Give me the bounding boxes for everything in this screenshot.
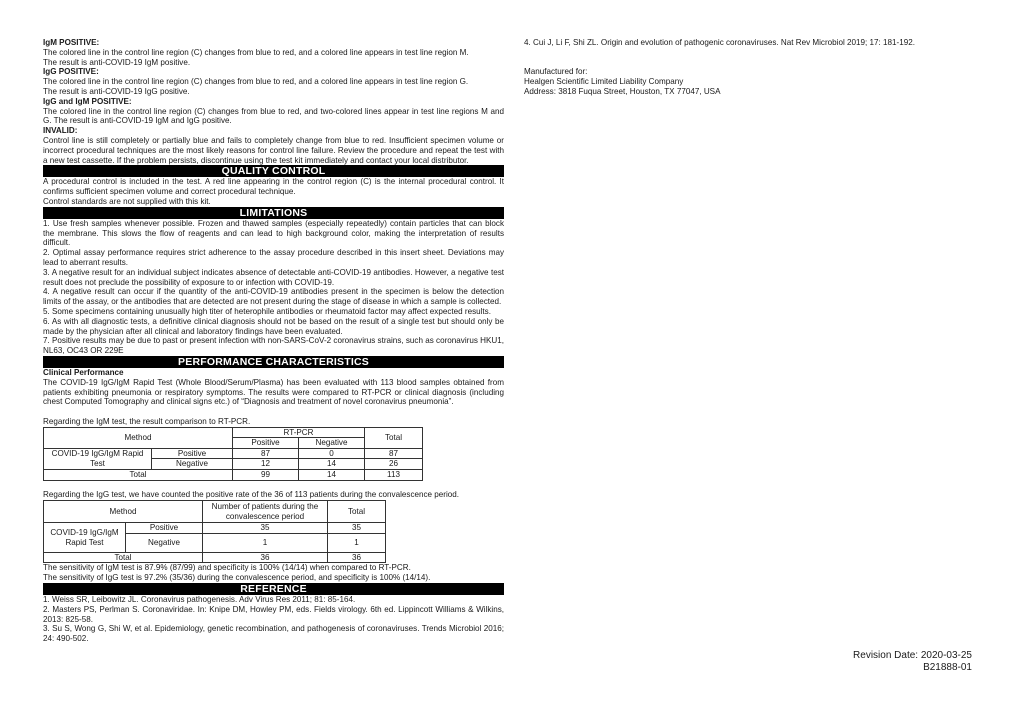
table-header-rtpcr: RT-PCR bbox=[233, 427, 365, 438]
table-cell: 113 bbox=[365, 470, 423, 481]
table-cell: 14 bbox=[299, 459, 365, 470]
manufacturer-address: Address: 3818 Fuqua Street, Houston, TX 77047, USA bbox=[524, 86, 721, 96]
table-header-patients: Number of patients during the convalescence period bbox=[203, 501, 328, 523]
quality-control-heading: QUALITY CONTROL bbox=[43, 165, 504, 177]
table-cell: 87 bbox=[365, 448, 423, 459]
quality-control-para1: A procedural control is included in the test. A red line appearing in the control region (C) is the internal procedural control. It confirms sufficient specimen volume and correct procedural technique. bbox=[43, 177, 504, 197]
revision-code: B21888-01 bbox=[923, 661, 972, 673]
table-cell: 36 bbox=[203, 552, 328, 563]
table-cell: 1 bbox=[203, 533, 328, 552]
igg-results-table bbox=[43, 500, 386, 563]
limitation-item: 3. A negative result for an individual subject indicates absence of detectable anti-COVID-19 antibodies. However, a negative test result does not preclude the possibility of exposure to or infection with COVID-19. bbox=[43, 267, 504, 287]
table-row-label: Positive bbox=[126, 523, 203, 534]
table-cell: 36 bbox=[328, 552, 386, 563]
table-cell: 26 bbox=[365, 459, 423, 470]
table-test-name: COVID-19 IgG/IgM Rapid Test bbox=[44, 448, 152, 469]
reference-item: 3. Su S, Wong G, Shi W, et al. Epidemiology, genetic recombination, and pathogenesis of coronaviruses. Trends Microbiol 2016; 24: 490-502. bbox=[43, 624, 504, 644]
quality-control-para2: Control standards are not supplied with this kit. bbox=[43, 196, 211, 206]
igm-positive-line1: The colored line in the control line region (C) changes from blue to red, and a colored line appears in test line region M. bbox=[43, 47, 469, 57]
table-cell: 35 bbox=[203, 523, 328, 534]
limitation-item: 7. Positive results may be due to past or present infection with non-SARS-CoV-2 coronavirus strains, such as coronavirus HKU1, NL63, OC43 OR 229E bbox=[43, 336, 504, 356]
table-test-name: COVID-19 IgG/IgM Rapid Test bbox=[44, 523, 126, 553]
table-cell: 12 bbox=[233, 459, 299, 470]
table-cell: 87 bbox=[233, 448, 299, 459]
revision-block bbox=[853, 650, 972, 673]
igg-sensitivity-text: The sensitivity of IgG test is 97.2% (35/36) during the convalescence period, and specificity is 100% (14/14). bbox=[43, 573, 431, 583]
both-positive-title: IgG and IgM POSITIVE: bbox=[43, 96, 132, 106]
table-cell: 0 bbox=[299, 448, 365, 459]
table-row-label: Total bbox=[44, 552, 203, 563]
clinical-performance-subheading: Clinical Performance bbox=[43, 367, 124, 377]
invalid-text: Control line is still completely or partially blue and fails to completely change from blue to red. Insufficient specimen volume or incorrect procedural techniques are the most likely reasons for control line failure. Review the procedure and repeat the test with a new test cassette. If the problem persists, discontinue using the test kit immediately and contact your local distributor. bbox=[43, 135, 504, 165]
igm-positive-line2: The result is anti-COVID-19 IgM positive. bbox=[43, 57, 191, 67]
table-row-label: Positive bbox=[152, 448, 233, 459]
reference-heading: REFERENCE bbox=[43, 583, 504, 595]
table-header-total: Total bbox=[365, 427, 423, 448]
limitation-item: 4. A negative result can occur if the quantity of the anti-COVID-19 antibodies present in the specimen is below the detection limits of the assay, or the antibodies that are detected are not present during the stage of disease in which a sample is collected. bbox=[43, 287, 504, 307]
revision-date: Revision Date: 2020-03-25 bbox=[853, 650, 972, 661]
igg-positive-title: IgG POSITIVE: bbox=[43, 67, 99, 77]
manufacturer-label: Manufactured for: bbox=[524, 67, 588, 77]
reference-item: 4. Cui J, Li F, Shi ZL. Origin and evolution of pathogenic coronaviruses. Nat Rev Microbiol 2019; 17: 181-192. bbox=[524, 38, 915, 47]
table-cell: 35 bbox=[328, 523, 386, 534]
table-header-negative: Negative bbox=[299, 438, 365, 449]
reference-item: 2. Masters PS, Perlman S. Coronaviridae. In: Knipe DM, Howley PM, eds. Fields virology. 6th ed. Lippincott Williams & Wilkins, 2013: 825-58. bbox=[43, 604, 504, 624]
right-column bbox=[524, 38, 984, 97]
igm-table-intro: Regarding the IgM test, the result comparison to RT-PCR. bbox=[43, 416, 251, 426]
igm-results-table bbox=[43, 427, 423, 481]
both-positive-text: The colored line in the control line region (C) changes from blue to red, and two-colored lines appear in test line regions M and G. The result is anti-COVID-19 IgM and IgG positive. bbox=[43, 106, 504, 126]
table-header-positive: Positive bbox=[233, 438, 299, 449]
reference-item: 1. Weiss SR, Leibowitz JL. Coronavirus pathogenesis. Adv Virus Res 2011; 81: 85-164. bbox=[43, 595, 356, 605]
igm-positive-title: IgM POSITIVE: bbox=[43, 38, 100, 47]
invalid-title: INVALID: bbox=[43, 126, 78, 136]
left-column bbox=[43, 38, 504, 644]
table-row-label: Negative bbox=[126, 533, 203, 552]
table-header-method: Method bbox=[44, 427, 233, 448]
igm-sensitivity-text: The sensitivity of IgM test is 87.9% (87/99) and specificity is 100% (14/14) when compared to RT-PCR. bbox=[43, 563, 411, 573]
table-row-label: Total bbox=[44, 470, 233, 481]
igg-table-intro: Regarding the IgG test, we have counted the positive rate of the 36 of 113 patients during the convalescence period. bbox=[43, 490, 460, 500]
igg-positive-line1: The colored line in the control line region (C) changes from blue to red, and a colored line appears in test line region G. bbox=[43, 77, 469, 87]
limitation-item: 5. Some specimens containing unusually high titer of heterophile antibodies or rheumatoid factor may affect expected results. bbox=[43, 306, 491, 316]
limitation-item: 1. Use fresh samples whenever possible. Frozen and thawed samples (especially repeatedly) contain particles that can block the membrane. This slows the flow of reagents and can lead to high background color, making the interpretation of results difficult. bbox=[43, 218, 504, 248]
table-cell: 14 bbox=[299, 470, 365, 481]
table-header-total: Total bbox=[328, 501, 386, 523]
table-cell: 1 bbox=[328, 533, 386, 552]
table-header-method: Method bbox=[44, 501, 203, 523]
table-cell: 99 bbox=[233, 470, 299, 481]
igg-positive-line2: The result is anti-COVID-19 IgG positive. bbox=[43, 86, 190, 96]
table-row-label: Negative bbox=[152, 459, 233, 470]
manufacturer-name: Healgen Scientific Limited Liability Company bbox=[524, 77, 684, 87]
limitation-item: 6. As with all diagnostic tests, a definitive clinical diagnosis should not be based on the result of a single test but should only be made by the physician after all clinical and laboratory findings have been evaluated. bbox=[43, 316, 504, 336]
performance-heading: PERFORMANCE CHARACTERISTICS bbox=[43, 356, 504, 368]
limitations-heading: LIMITATIONS bbox=[43, 207, 504, 219]
performance-text: The COVID-19 IgG/IgM Rapid Test (Whole Blood/Serum/Plasma) has been evaluated with 113 blood samples obtained from patients exhibiting pneumonia or respiratory symptoms. The results were compared to RT-PCR or clinical diagnosis (including chest Computed Tomography and clinical signs etc.) of “Diagnosis and treatment of novel coronavirus pneumonia”. bbox=[43, 377, 504, 407]
limitation-item: 2. Optimal assay performance requires strict adherence to the assay procedure described in this insert sheet. Deviations may lead to aberrant results. bbox=[43, 248, 504, 267]
